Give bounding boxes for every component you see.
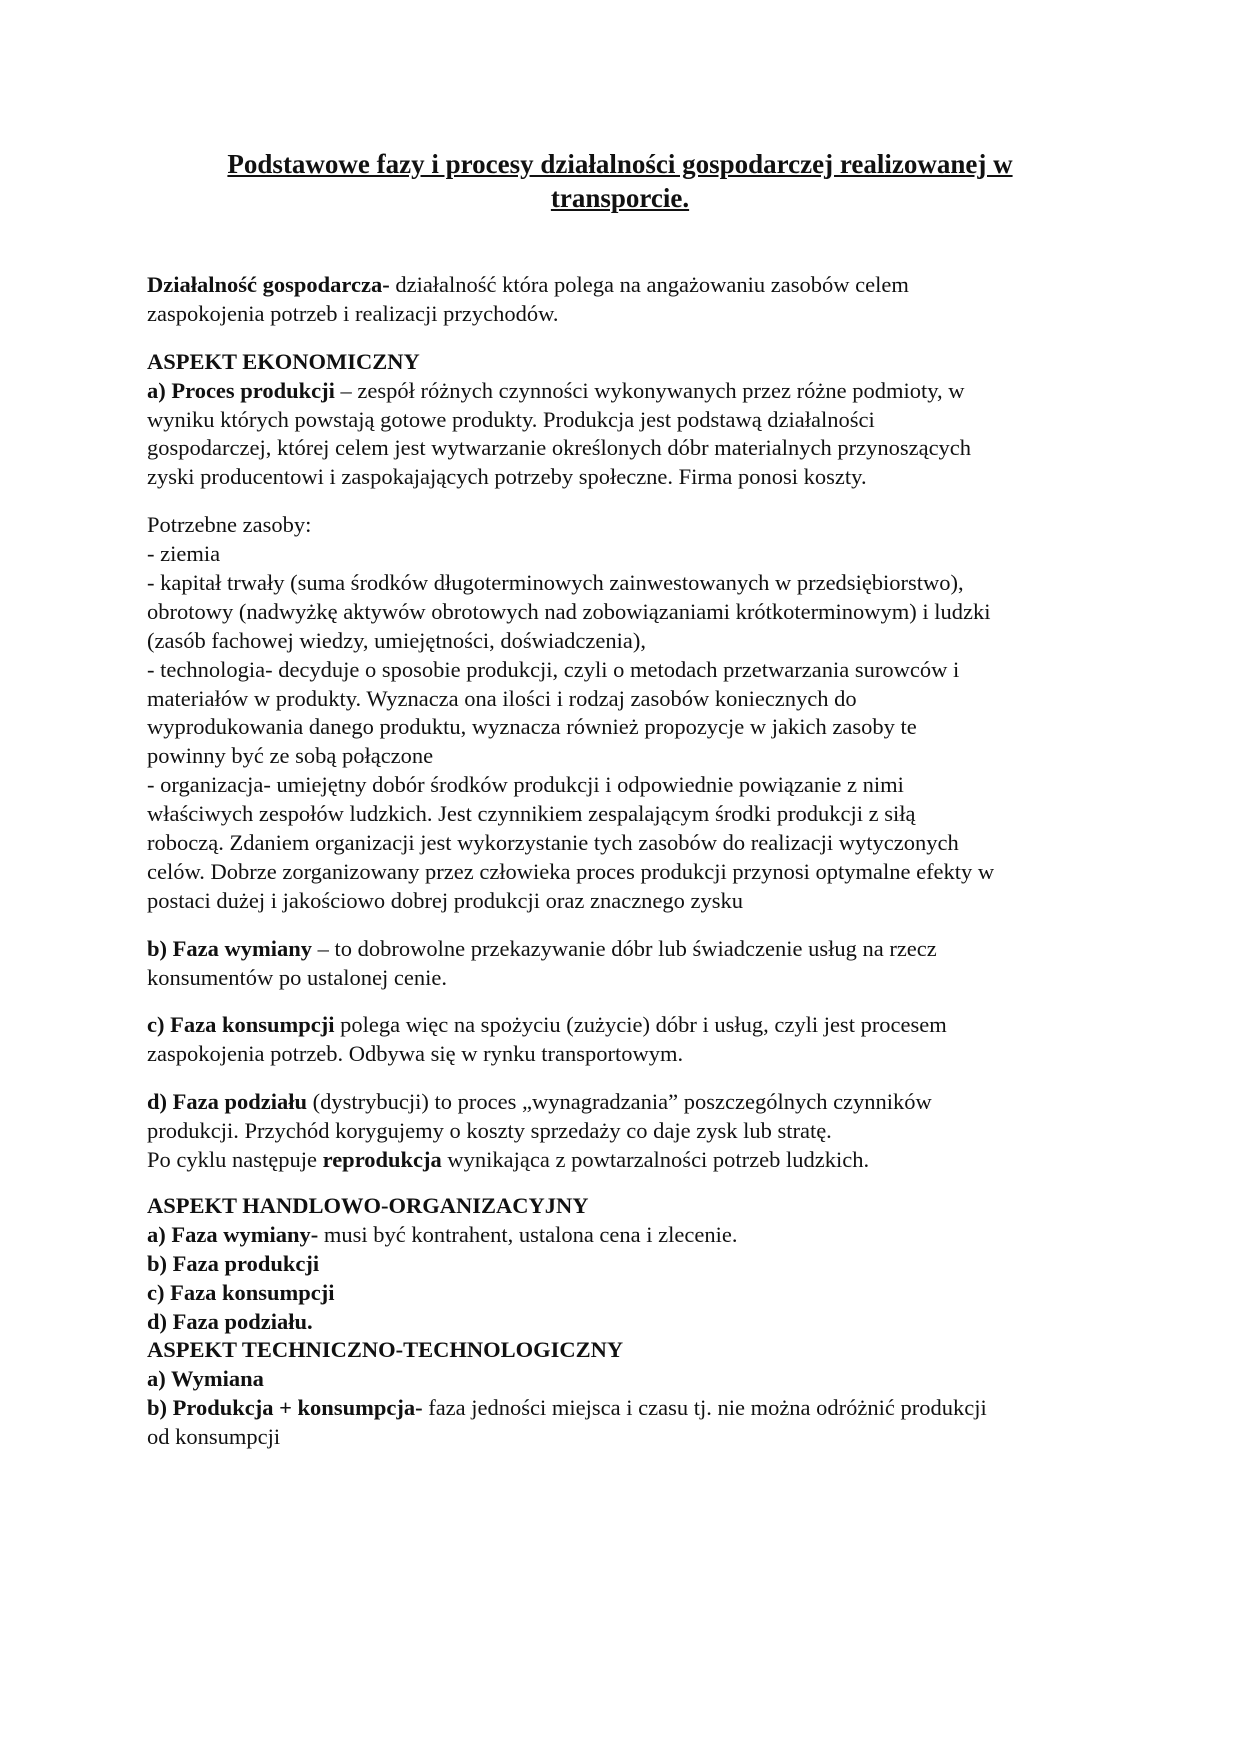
definition-term: Działalność gospodarcza- (147, 272, 390, 297)
section-heading-tech: ASPEKT TECHNICZNO-TECHNOLOGICZNY (147, 1337, 624, 1363)
section-economic: ASPEKT EKONOMICZNY a) Proces produkcji – zespół różnych czynności wykonywanych przez różne podmioty, w wyniku których powstają gotowe produkty. Produkcja jest podstawą działalności gospodarczej, której celem jest wytwarzanie określonych dóbr materialnych przynoszących zyski producentowi i zaspokajających potrzeby społeczne. Firma ponosi koszty. Potrzebne zasoby: - ziemia - kapitał trwały (suma środków długoterminowych zainwestowanych w przedsiębiorstwo), obrotowy (nadwyżkę aktywów obrotowych nad zobowiązaniami krótkoterminowym) i ludzki (zasób fachowej wiedzy, umiejętności, doświadczenia), - technologia- decyduje o sposobie produkcji, czyli o metodach przetwarzania surowców i materiałów w produkty. Wyznacza ona ilości i rodzaj zasobów koniecznych do wyprodukowania danego produktu, wyznacza również propozycje w jakich zasoby te powinny być ze sobą połączone - organizacja- umiejętny dobór środków produkcji i odpowiednie powiązanie z nimi właściwych zespołów ludzkich. Jest czynnikiem zespalającym środki produkcji z siłą roboczą. Zdaniem organizacji jest wykorzystanie tych zasobów do realizacji wytyczonych celów. Dobrze zorganizowany przez człowieka proces produkcji przynosi optymalne efekty w postaci dużej i jakościowo dobrej produkcji oraz znacznego zysku b) Faza wymiany – to dobrowolne przekazywanie dóbr lub świadczenie usług na rzecz konsumentów po ustalonej cenie. c) Faza konsumpcji polega więc na spożyciu (zużycie) dóbr i usług, czyli jest procesem zaspokojenia potrzeb. Odbywa się w rynku transportowym. d) Faza podziału (dystrybucji) to proces „wynagradzania” poszczególnych czynników produkcji. Przychód korygujemy o koszty sprzedaży co daje zysk lub stratę. Po cyklu następuje reprodukcja wynikająca z powtarzalności potrzeb ludzkich. (147, 348, 1097, 1175)
section-heading-trade: ASPEKT HANDLOWO-ORGANIZACYJNY (147, 1192, 589, 1218)
item-label: b) Produkcja + konsumpcja- (147, 1395, 423, 1421)
document-title (140, 147, 1100, 215)
phase-exchange-paragraph: b) Faza wymiany – to dobrowolne przekazywanie dóbr lub świadczenie usług na rzecz konsumentów po ustalonej cenie. (147, 935, 937, 990)
section-trade: ASPEKT HANDLOWO-ORGANIZACYJNY a) Faza wymiany- musi być kontrahent, ustalona cena i zlecenie. b) Faza produkcji c) Faza konsumpcji d) Faza podziału. (147, 1192, 738, 1334)
item-label: d) Faza podziału. (147, 1308, 313, 1334)
item-label: d) Faza podziału (147, 1089, 308, 1115)
item-label: c) Faza konsumpcji (147, 1012, 335, 1038)
section-heading-economic: ASPEKT EKONOMICZNY (147, 348, 420, 374)
item-label: b) Faza produkcji (147, 1250, 320, 1276)
item-label: a) Proces produkcji (147, 377, 335, 403)
section-tech: ASPEKT TECHNICZNO-TECHNOLOGICZNY a) Wymiana b) Produkcja + konsumpcja- faza jedności miejsca i czasu tj. nie można odróżnić produkcji od konsumpcji (147, 1337, 987, 1450)
resources-heading: Potrzebne zasoby: (147, 512, 312, 538)
item-label: a) Faza wymiany- (147, 1221, 319, 1247)
resources-list: Potrzebne zasoby: - ziemia - kapitał trwały (suma środków długoterminowych zainwestowanych w przedsiębiorstwo), obrotowy (nadwyżkę aktywów obrotowych nad zobowiązaniami krótkoterminowym) i ludzki (zasób fachowej wiedzy, umiejętności, doświadczenia), - technologia- decyduje o sposobie produkcji, czyli o metodach przetwarzania surowców i materiałów w produkty. Wyznacza ona ilości i rodzaj zasobów koniecznych do wyprodukowania danego produktu, wyznacza również propozycje w jakich zasoby te powinny być ze sobą połączone - organizacja- umiejętny dobór środków produkcji i odpowiednie powiązanie z nimi właściwych zespołów ludzkich. Jest czynnikiem zespalającym środki produkcji z siłą roboczą. Zdaniem organizacji jest wykorzystanie tych zasobów do realizacji wytyczonych celów. Dobrze zorganizowany przez człowieka proces produkcji przynosi optymalne efekty w postaci dużej i jakościowo dobrej produkcji oraz znacznego zysku (147, 511, 1097, 915)
item-label: a) Wymiana (147, 1366, 264, 1392)
item-label: b) Faza wymiany (147, 935, 312, 961)
title-line-1: Podstawowe fazy i procesy działalności gospodarczej realizowanej w (227, 149, 1013, 179)
title-line-2: transporcie. (550, 183, 690, 213)
definition-paragraph: Działalność gospodarcza- działalność która polega na angażowaniu zasobów celem zaspokojenia potrzeb i realizacji przychodów. (147, 272, 909, 326)
item-label: c) Faza konsumpcji (147, 1279, 335, 1305)
reproduction-term: reprodukcja (322, 1147, 442, 1173)
document-body (147, 271, 1097, 1452)
phase-distribution-paragraph: d) Faza podziału (dystrybucji) to proces „wynagradzania” poszczególnych czynników produkcji. Przychód korygujemy o koszty sprzedaży co daje zysk lub stratę. Po cyklu następuje reprodukcja wynikająca z powtarzalności potrzeb ludzkich. (147, 1089, 932, 1173)
phase-consumption-paragraph: c) Faza konsumpcji polega więc na spożyciu (zużycie) dóbr i usług, czyli jest procesem zaspokojenia potrzeb. Odbywa się w rynku transportowym. (147, 1012, 947, 1067)
